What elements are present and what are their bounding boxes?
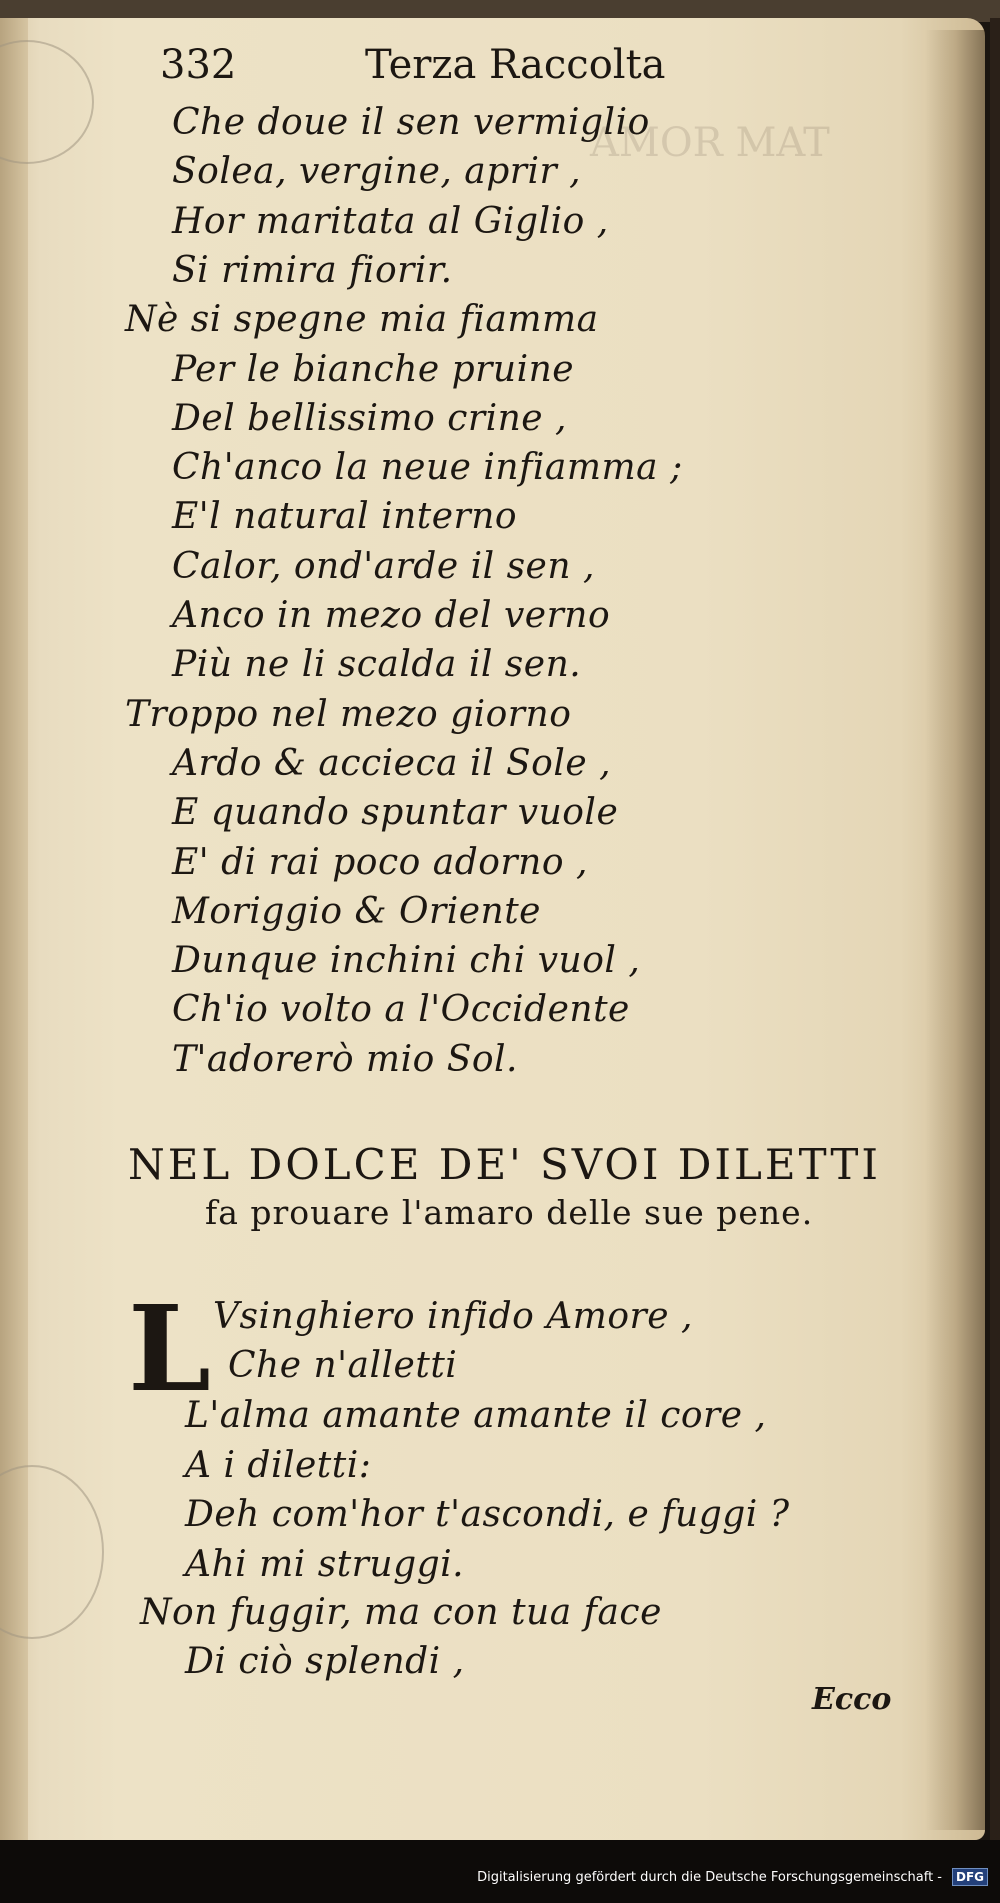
poem-line: Ch'io volto a l'Occidente <box>172 989 630 1031</box>
digitization-credit: Digitalisierung gefördert durch die Deutsche Forschungsgemeinschaft - <box>477 1870 942 1885</box>
show-through-text: AMOR MAT <box>590 120 830 166</box>
running-title: Terza Raccolta <box>365 42 666 88</box>
poem-title-line-2: fa prouare l'amaro delle sue pene. <box>205 1193 814 1232</box>
poem-line: Non fuggir, ma con tua face <box>140 1592 662 1633</box>
poem-line: Ch'anco la neue infiamma ; <box>172 447 683 489</box>
drop-cap: L <box>128 1279 211 1418</box>
poem-line: E'l natural interno <box>172 496 518 538</box>
poem-line: L'alma amante amante il core , <box>185 1395 767 1436</box>
poem-line: Si rimira fiorir. <box>172 249 453 291</box>
poem-line: Calor, ond'arde il sen , <box>172 545 595 587</box>
poem-line: Vsinghiero infido Amore , <box>213 1296 693 1337</box>
page-gutter-shadow <box>925 30 985 1830</box>
poem-line: Ardo & accieca il Sole , <box>172 742 612 784</box>
poem-line: Deh com'hor t'ascondi, e fuggi ? <box>185 1494 790 1535</box>
page-number: 332 <box>160 42 237 88</box>
dfg-logo: DFG <box>952 1868 988 1886</box>
poem-line: A i diletti: <box>185 1445 372 1486</box>
catchword: Ecco <box>812 1682 892 1717</box>
poem-line: Anco in mezo del verno <box>172 595 611 636</box>
poem-line: Che n'alletti <box>228 1345 458 1386</box>
poem-line: E' di rai poco adorno , <box>172 841 588 883</box>
poem-line: Più ne li scalda il sen. <box>172 644 582 686</box>
poem-title-line-1: NEL DOLCE DE' SVOI DILETTI <box>128 1140 881 1189</box>
poem-line: Nè si spegne mia fiamma <box>125 299 599 341</box>
poem-line: Ahi mi struggi. <box>185 1544 465 1585</box>
poem-line: Che doue il sen vermiglio <box>172 102 650 143</box>
poem-line: Moriggio & Oriente <box>172 890 541 932</box>
poem-line: Del bellissimo crine , <box>172 397 567 439</box>
poem-line: Di ciò splendi , <box>185 1641 465 1682</box>
poem-line: Solea, vergine, aprir , <box>172 151 582 193</box>
poem-line: Troppo nel mezo giorno <box>125 693 572 735</box>
poem-line: E quando spuntar vuole <box>172 792 619 834</box>
poem-line: Per le bianche pruine <box>172 348 575 390</box>
right-dark-edge <box>990 18 1000 1840</box>
poem-line: T'adorerò mio Sol. <box>172 1038 518 1080</box>
poem-line: Dunque inchini chi vuol , <box>172 940 641 982</box>
poem-line: Hor maritata al Giglio , <box>172 200 609 242</box>
